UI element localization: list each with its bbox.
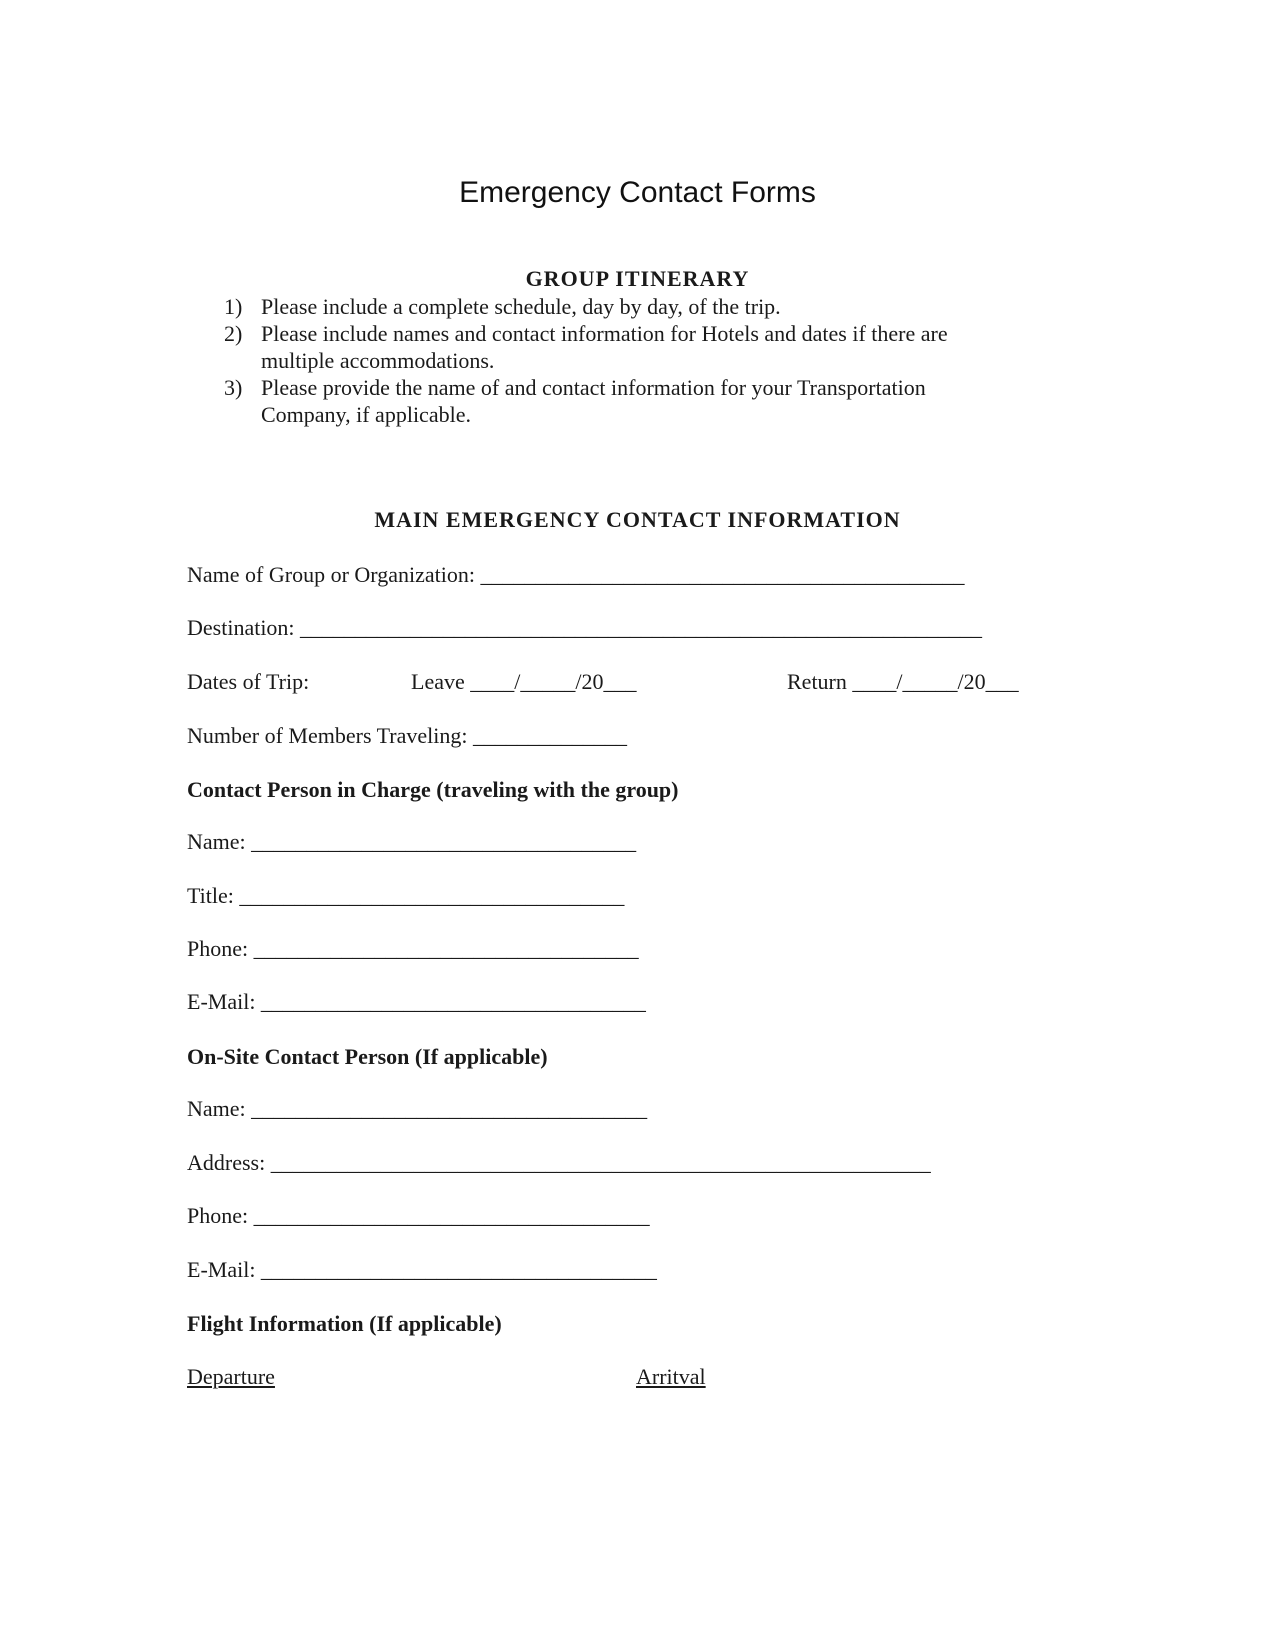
itinerary-item-3-text-line-2: Company, if applicable. bbox=[261, 402, 471, 427]
destination-field[interactable]: Destination: ______________________________________________________________ bbox=[187, 615, 983, 640]
contact-in-charge-phone-field[interactable]: Phone: ___________________________________ bbox=[187, 936, 639, 961]
onsite-contact-address-field[interactable]: Address: ____________________________________________________________ bbox=[187, 1150, 931, 1175]
main-contact-heading: MAIN EMERGENCY CONTACT INFORMATION bbox=[374, 507, 901, 532]
contact-in-charge-title-field[interactable]: Title: ___________________________________ bbox=[187, 883, 625, 908]
group-name-field[interactable]: Name of Group or Organization: ____________________________________________ bbox=[187, 562, 965, 587]
itinerary-item-2-text-line-2: multiple accommodations. bbox=[261, 348, 495, 373]
leave-date-field[interactable]: Leave ____/_____/20___ bbox=[411, 669, 637, 694]
return-date-field[interactable]: Return ____/_____/20___ bbox=[787, 669, 1019, 694]
contact-in-charge-name-field[interactable]: Name: ___________________________________ bbox=[187, 829, 637, 854]
onsite-contact-email-field[interactable]: E-Mail: ____________________________________ bbox=[187, 1257, 657, 1282]
contact-in-charge-email-field[interactable]: E-Mail: ___________________________________ bbox=[187, 989, 646, 1014]
contact-in-charge-heading: Contact Person in Charge (traveling with the group) bbox=[187, 777, 679, 802]
members-traveling-field[interactable]: Number of Members Traveling: ______________ bbox=[187, 723, 627, 748]
document-title: Emergency Contact Forms bbox=[459, 176, 816, 209]
flight-info-heading: Flight Information (If applicable) bbox=[187, 1311, 502, 1336]
itinerary-item-3-number: 3) bbox=[224, 375, 243, 400]
itinerary-item-1-number: 1) bbox=[224, 294, 243, 319]
onsite-contact-heading: On-Site Contact Person (If applicable) bbox=[187, 1044, 548, 1069]
dates-of-trip-label: Dates of Trip: bbox=[187, 669, 310, 694]
onsite-contact-name-field[interactable]: Name: ____________________________________ bbox=[187, 1096, 648, 1121]
onsite-contact-phone-field[interactable]: Phone: ____________________________________ bbox=[187, 1203, 650, 1228]
itinerary-item-3-text-line-1: Please provide the name of and contact information for your Transportation bbox=[261, 375, 926, 400]
itinerary-item-1-text: Please include a complete schedule, day by day, of the trip. bbox=[261, 294, 781, 319]
flight-departure-label: Departure bbox=[187, 1364, 275, 1389]
itinerary-heading: GROUP ITINERARY bbox=[525, 266, 750, 291]
itinerary-item-2-text-line-1: Please include names and contact information for Hotels and dates if there are bbox=[261, 321, 948, 346]
itinerary-item-2-number: 2) bbox=[224, 321, 243, 346]
flight-arrival-label: Arritval bbox=[636, 1364, 706, 1389]
